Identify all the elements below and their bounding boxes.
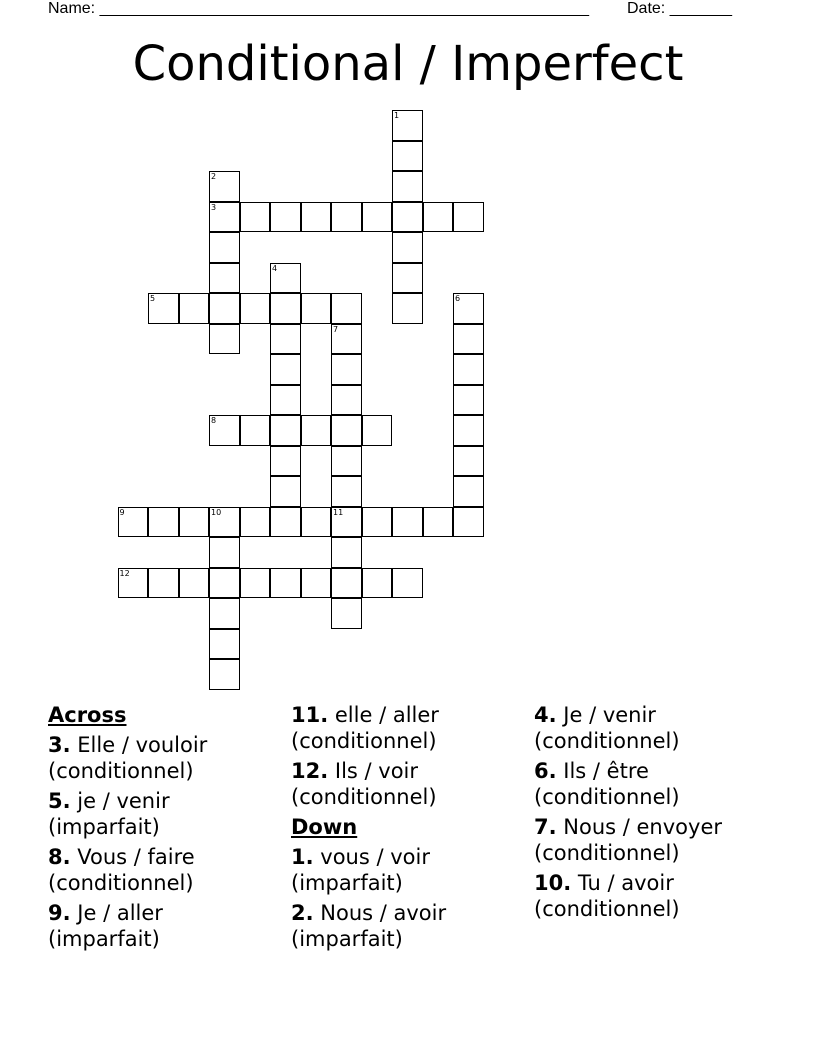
date-field-line: Date: _______ (627, 0, 732, 17)
clue-text: je / venir (imparfait) (48, 789, 170, 839)
crossword-cell[interactable] (331, 507, 362, 538)
crossword-cell[interactable] (118, 507, 149, 538)
clue-number: 4. (534, 703, 557, 727)
clue-number: 3. (48, 733, 71, 757)
crossword-cell[interactable] (209, 202, 240, 233)
clue-item (291, 758, 521, 810)
crossword-cell[interactable] (270, 446, 301, 477)
cell-number: 9 (119, 507, 125, 517)
clue-item (291, 900, 521, 952)
clue-text: Elle / vouloir (conditionnel) (48, 733, 208, 783)
crossword-cell[interactable] (331, 476, 362, 507)
cell-number: 2 (211, 172, 217, 181)
crossword-cell[interactable] (453, 293, 484, 324)
cell-number: 5 (150, 294, 156, 303)
crossword-cell[interactable] (331, 415, 362, 446)
crossword-cell[interactable] (392, 293, 423, 324)
crossword-cell[interactable] (301, 507, 332, 538)
clue-text: Ils / être (conditionnel) (534, 759, 680, 809)
crossword-cell[interactable] (423, 507, 454, 538)
crossword-cell[interactable] (392, 141, 423, 172)
clue-number: 2. (291, 901, 314, 925)
across-heading: Across (48, 703, 127, 727)
crossword-cell[interactable] (362, 568, 393, 599)
crossword-cell[interactable] (453, 476, 484, 507)
crossword-cell[interactable] (118, 568, 149, 599)
crossword-cell[interactable] (453, 385, 484, 416)
crossword-cell[interactable] (331, 202, 362, 233)
clue-text: Je / venir (conditionnel) (534, 703, 680, 753)
crossword-cell[interactable] (392, 232, 423, 263)
crossword-cell[interactable] (209, 659, 240, 690)
clue-text: Nous / envoyer (conditionnel) (534, 815, 723, 865)
crossword-cell[interactable] (209, 263, 240, 294)
crossword-cell[interactable] (331, 354, 362, 385)
cell-number: 8 (211, 416, 217, 425)
clue-item (48, 788, 278, 840)
clue-item (534, 702, 764, 754)
crossword-cell[interactable] (240, 568, 271, 599)
crossword-cell[interactable] (240, 415, 271, 446)
crossword-cell[interactable] (331, 385, 362, 416)
crossword-cell[interactable] (362, 415, 393, 446)
cell-number: 4 (272, 263, 278, 273)
crossword-cell[interactable] (270, 415, 301, 446)
crossword-cell[interactable] (148, 293, 179, 324)
clue-number: 1. (291, 845, 314, 869)
clue-text: Ils / voir (conditionnel) (291, 759, 437, 809)
clue-text: Je / aller (imparfait) (48, 901, 163, 951)
name-field-line: Name: _______________________________________________________ (48, 0, 589, 17)
crossword-cell[interactable] (331, 537, 362, 568)
crossword-cell[interactable] (270, 293, 301, 324)
cell-number: 1 (394, 111, 400, 120)
crossword-cell[interactable] (392, 507, 423, 538)
clue-number: 7. (534, 815, 557, 839)
clue-item (291, 844, 521, 896)
clue-text: vous / voir (imparfait) (291, 845, 430, 895)
cell-number: 12 (119, 568, 130, 578)
crossword-cell[interactable] (209, 568, 240, 599)
cell-number: 11 (333, 507, 344, 517)
crossword-cell[interactable] (453, 324, 484, 355)
crossword-cell[interactable] (362, 507, 393, 538)
crossword-cell[interactable] (453, 354, 484, 385)
clue-item (48, 900, 278, 952)
crossword-cell[interactable] (209, 507, 240, 538)
crossword-cell[interactable] (453, 202, 484, 233)
crossword-cell[interactable] (270, 385, 301, 416)
clues-column-1 (48, 702, 278, 956)
clue-text: Tu / avoir (conditionnel) (534, 871, 680, 921)
crossword-cell[interactable] (179, 507, 210, 538)
clue-item (48, 844, 278, 896)
clue-number: 6. (534, 759, 557, 783)
crossword-cell[interactable] (423, 202, 454, 233)
crossword-cell[interactable] (392, 202, 423, 233)
crossword-cell[interactable] (240, 507, 271, 538)
crossword-cell[interactable] (209, 324, 240, 355)
crossword-cell[interactable] (209, 415, 240, 446)
crossword-cell[interactable] (148, 507, 179, 538)
crossword-cell[interactable] (240, 293, 271, 324)
crossword-cell[interactable] (392, 110, 423, 141)
clues-column-3 (534, 702, 764, 926)
clue-text: elle / aller (conditionnel) (291, 703, 439, 753)
crossword-cell[interactable] (392, 171, 423, 202)
crossword-cell[interactable] (453, 446, 484, 477)
clue-text: Vous / faire (conditionnel) (48, 845, 195, 895)
crossword-cell[interactable] (148, 568, 179, 599)
crossword-cell[interactable] (209, 293, 240, 324)
clues-column-2 (291, 702, 521, 956)
clue-item (534, 758, 764, 810)
crossword-cell[interactable] (392, 263, 423, 294)
crossword-cell[interactable] (453, 415, 484, 446)
crossword-cell[interactable] (270, 476, 301, 507)
cell-number: 10 (211, 507, 222, 517)
cell-number: 6 (455, 294, 461, 303)
crossword-cell[interactable] (331, 324, 362, 355)
crossword-cell[interactable] (453, 507, 484, 538)
clue-item (534, 814, 764, 866)
clue-item (534, 870, 764, 922)
clue-item (291, 702, 521, 754)
clue-item (48, 732, 278, 784)
clue-number: 8. (48, 845, 71, 869)
cell-number: 3 (211, 202, 217, 212)
crossword-cell[interactable] (270, 568, 301, 599)
crossword-cell[interactable] (209, 171, 240, 202)
cell-number: 7 (333, 324, 339, 334)
clue-number: 11. (291, 703, 329, 727)
crossword-cell[interactable] (270, 263, 301, 294)
clue-number: 9. (48, 901, 71, 925)
crossword-cell[interactable] (270, 324, 301, 355)
crossword-cell[interactable] (270, 354, 301, 385)
crossword-cell[interactable] (179, 293, 210, 324)
crossword-cell[interactable] (179, 568, 210, 599)
crossword-cell[interactable] (209, 537, 240, 568)
clue-number: 5. (48, 789, 71, 813)
crossword-cell[interactable] (362, 202, 393, 233)
crossword-cell[interactable] (209, 629, 240, 660)
page-title: Conditional / Imperfect (132, 36, 684, 92)
crossword-cell[interactable] (331, 446, 362, 477)
crossword-cell[interactable] (209, 598, 240, 629)
crossword-cell[interactable] (331, 293, 362, 324)
crossword-cell[interactable] (301, 568, 332, 599)
crossword-cell[interactable] (270, 202, 301, 233)
crossword-cell[interactable] (209, 232, 240, 263)
clue-number: 12. (291, 759, 329, 783)
crossword-cell[interactable] (240, 202, 271, 233)
crossword-cell[interactable] (301, 293, 332, 324)
crossword-cell[interactable] (301, 202, 332, 233)
crossword-cell[interactable] (392, 568, 423, 599)
clue-text: Nous / avoir (imparfait) (291, 901, 447, 951)
down-heading: Down (291, 815, 358, 839)
crossword-cell[interactable] (301, 415, 332, 446)
crossword-cell[interactable] (331, 598, 362, 629)
crossword-cell[interactable] (331, 568, 362, 599)
clue-number: 10. (534, 871, 572, 895)
crossword-cell[interactable] (270, 507, 301, 538)
